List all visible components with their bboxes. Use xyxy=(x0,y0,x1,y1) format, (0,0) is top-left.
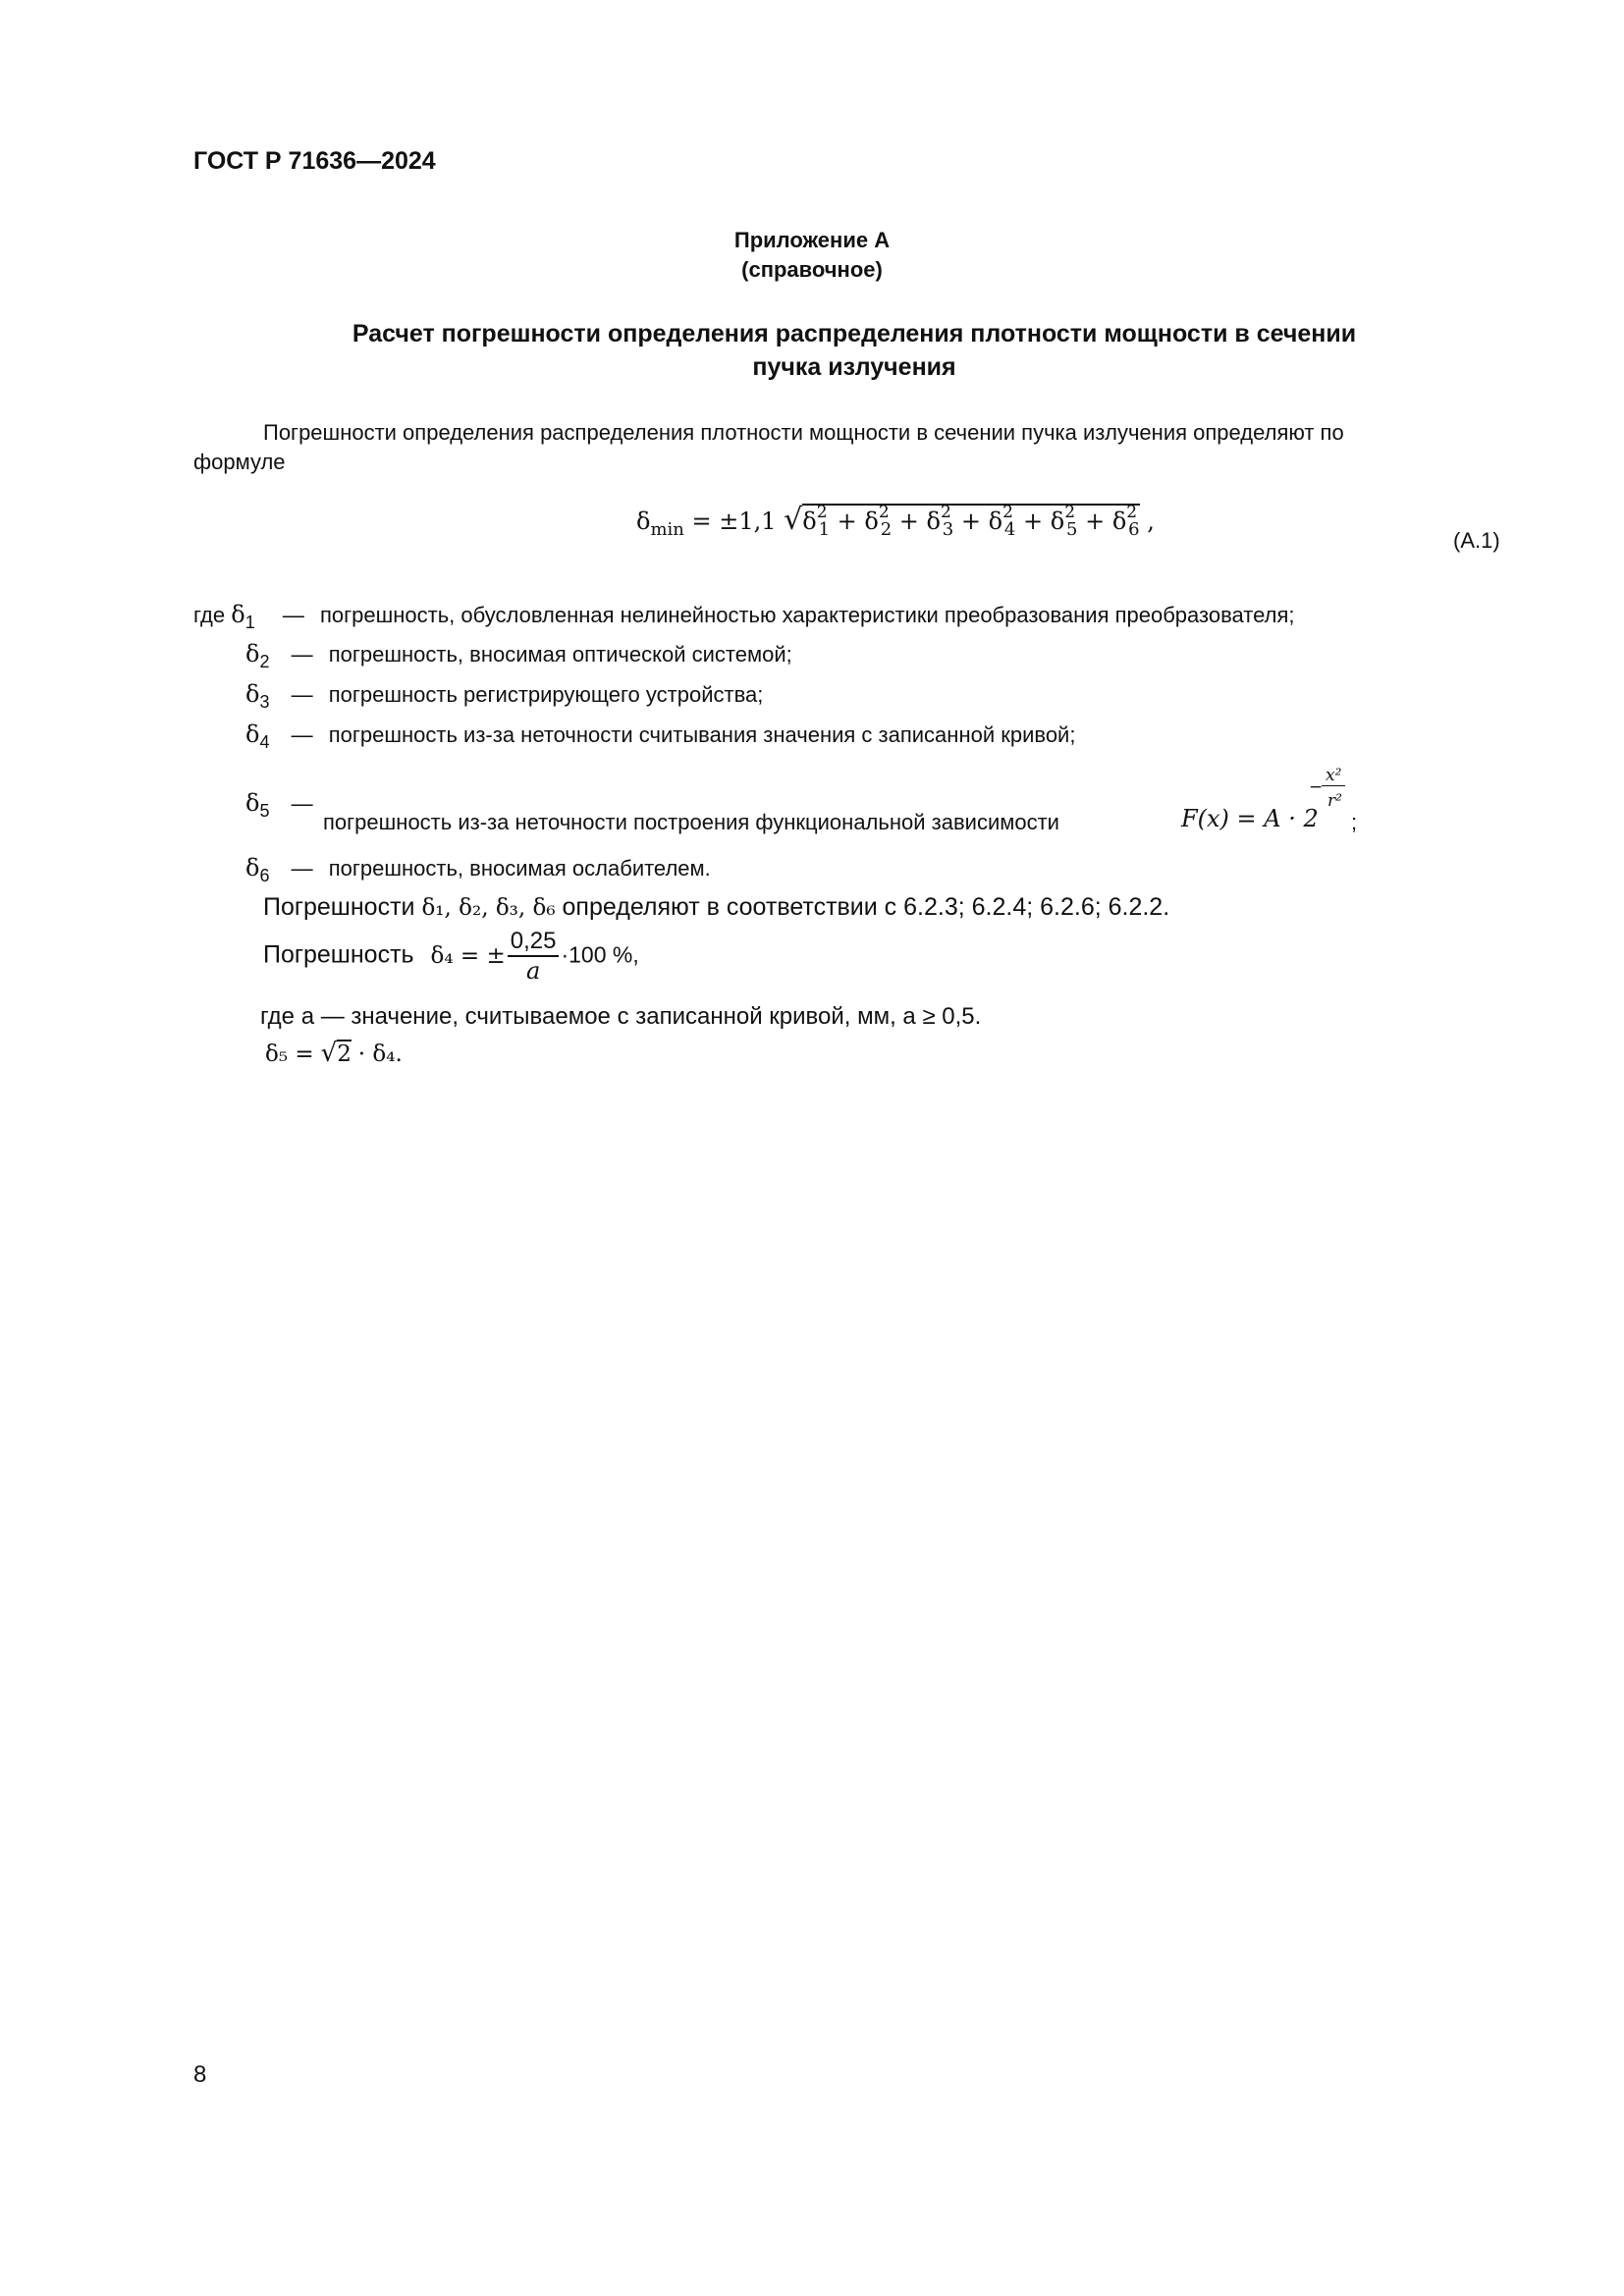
radicand-delta: δ xyxy=(864,507,879,535)
delta-sub: 6 xyxy=(259,866,270,885)
radicand-delta: δ xyxy=(802,507,817,535)
fx-exponent-num: x² xyxy=(1322,766,1345,786)
formula-eq: = ±1,1 xyxy=(691,507,777,535)
p2-tail: ·100 %, xyxy=(561,941,639,968)
formula-number: (A.1) xyxy=(1453,528,1500,553)
formula-lhs: δ xyxy=(636,507,651,535)
intro-line2: формуле xyxy=(193,450,286,474)
radicand-delta: δ xyxy=(926,507,941,535)
annex-subtitle: (справочное) xyxy=(741,257,883,282)
fx-formula: F(x) = A · 2 xyxy=(1181,805,1319,832)
p2-numerator: 0,25 xyxy=(508,928,560,957)
delta-symbol: δ xyxy=(245,680,260,708)
plus-sign: + xyxy=(1015,507,1051,535)
delta-sub: 4 xyxy=(259,732,270,752)
formula-lhs-sub: min xyxy=(650,519,684,540)
radicand-delta: δ xyxy=(1050,507,1065,535)
document-code: ГОСТ Р 71636—2024 xyxy=(193,147,436,175)
definition-row-3 xyxy=(245,680,764,712)
definition-dash: — xyxy=(282,603,304,627)
p4-root: 2 xyxy=(337,1041,352,1067)
radicand-power: 2 xyxy=(1064,503,1076,522)
delta-sub: 1 xyxy=(244,613,255,632)
definition-text: погрешность из-за неточности считывания значения с записанной кривой; xyxy=(328,722,1076,747)
section-title-line2: пучка излучения xyxy=(752,353,956,381)
definition-dash: — xyxy=(291,682,313,707)
p1-suffix: определяют в соответствии с 6.2.3; 6.2.4; 6.2.6; 6.2.2. xyxy=(562,893,1170,921)
definition-row-1 xyxy=(193,601,1295,632)
p1-prefix: Погрешности xyxy=(263,893,415,921)
p1-symbols: δ₁, δ₂, δ₃, δ₆ xyxy=(421,895,556,921)
fx-exponent-den: r² xyxy=(1327,791,1342,811)
radicand-index: 4 xyxy=(1003,519,1016,540)
radicand-power: 2 xyxy=(878,503,890,522)
fx-tail: ; xyxy=(1351,810,1358,834)
definition-row-2 xyxy=(245,640,792,671)
definition-row-6 xyxy=(245,854,711,885)
sqrt-expression xyxy=(784,503,1140,540)
definition-text: погрешность, вносимая оптической системой; xyxy=(328,642,792,667)
radicand-index: 2 xyxy=(880,519,893,540)
radicand-index: 5 xyxy=(1066,519,1078,540)
plus-sign: + xyxy=(892,507,927,535)
definition-row-5-symbol xyxy=(245,789,313,821)
radicand-power: 2 xyxy=(940,503,951,522)
definition-text: погрешность, вносимая ослабителем. xyxy=(328,856,711,881)
p2-fraction xyxy=(508,928,560,985)
radicand-delta: δ xyxy=(988,507,1003,535)
delta-sub: 5 xyxy=(259,801,270,821)
p2-lhs: δ₄ = ± xyxy=(430,942,506,969)
intro-line1: Погрешности определения распределения плотности мощности в сечении пучка излучения определяют по xyxy=(263,420,1344,445)
paragraph-3: где a — значение, считываемое с записанной кривой, мм, a ≥ 0,5. xyxy=(260,1003,982,1030)
radicand-power: 2 xyxy=(1126,503,1138,522)
fx-exponent-minus: − xyxy=(1309,777,1324,797)
paragraph-1 xyxy=(263,893,1169,922)
p4-sqrt-symbol: √ xyxy=(320,1039,338,1068)
definition-dash: — xyxy=(291,722,313,747)
plus-sign: + xyxy=(1077,507,1112,535)
radicand-index: 3 xyxy=(942,519,954,540)
radicand-power: 2 xyxy=(1002,503,1013,522)
p2-denominator: a xyxy=(525,957,541,985)
delta-symbol: δ xyxy=(231,601,245,628)
formula-a1 xyxy=(636,503,1155,540)
delta-sub: 3 xyxy=(259,692,270,712)
delta-symbol: δ xyxy=(245,640,260,667)
p4-lhs: δ₅ = xyxy=(265,1041,314,1067)
radicand-delta: δ xyxy=(1111,507,1127,535)
delta-symbol: δ xyxy=(245,854,260,881)
definition-dash: — xyxy=(291,856,313,881)
definition-dash: — xyxy=(291,642,313,667)
p4-tail: · δ₄. xyxy=(357,1041,403,1067)
definition-row-4 xyxy=(245,721,1076,752)
radicand-power: 2 xyxy=(816,503,828,522)
definition-text: погрешность, обусловленная нелинейностью характеристики преобразования преобразователя; xyxy=(319,603,1295,627)
where-word: где xyxy=(193,603,226,627)
definition-text: погрешность регистрирующего устройства; xyxy=(328,682,764,707)
plus-sign: + xyxy=(830,507,865,535)
section-title-line1: Расчет погрешности определения распределения плотности мощности в сечении xyxy=(352,320,1357,347)
delta-symbol: δ xyxy=(245,789,260,817)
annex-title: Приложение А xyxy=(733,228,891,252)
paragraph-4 xyxy=(265,1039,403,1068)
radicand-index: 6 xyxy=(1128,519,1140,540)
definition-dash: — xyxy=(291,791,313,816)
p2-prefix: Погрешность xyxy=(263,940,414,969)
radicand-index: 1 xyxy=(818,519,831,540)
page-number: 8 xyxy=(193,2061,207,2088)
delta-sub: 2 xyxy=(259,652,270,671)
delta-symbol: δ xyxy=(245,721,260,748)
sqrt-symbol: √ xyxy=(784,503,803,537)
plus-sign: + xyxy=(953,507,989,535)
definition-row-5-text: погрешность из-за неточности построения функциональной зависимости xyxy=(323,810,1059,834)
formula-tail: , xyxy=(1147,507,1155,535)
paragraph-2 xyxy=(263,928,639,985)
sqrt-radicand xyxy=(802,503,1140,540)
